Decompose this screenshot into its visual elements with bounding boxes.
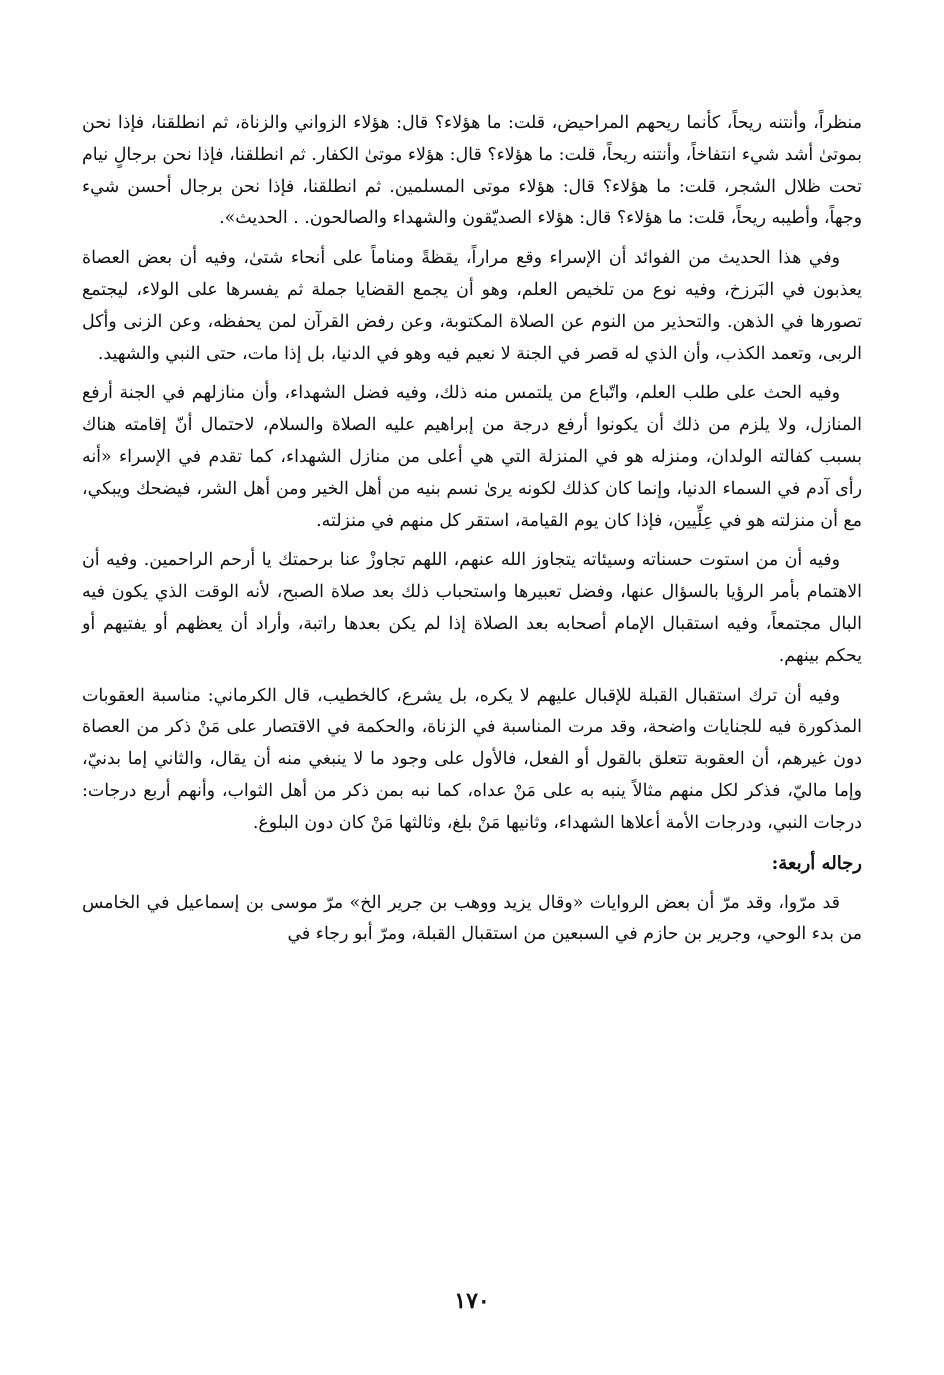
paragraph-hadith-end: منظراً، وأنتنه ريحاً، كأنما ريحهم المراحيض، قلت: ما هؤلاء؟ قال: هؤلاء الزواني والزناة، ثم انطلقنا، فإذا نحن بموتىٰ أشد شيء انتفاخاً، وأنتنه ريحاً، قلت: ما هؤلاء؟ قال: هؤلاء موتىٰ الكفار. ثم انطلقنا، فإذا نحن برجالٍ نيام تحت ظلال الشجر، قلت: ما هؤلاء؟ قال: هؤلاء موتى المسلمين. ثم انطلقنا، فإذا نحن برجال أحسن شيء وجهاً، وأطيبه ريحاً، قلت: ما هؤلاء؟ قال: هؤلاء الصديّقون والشهداء والصالحون. . الحديث». xyxy=(82,113,862,229)
page-number: ١٧٠ xyxy=(454,1288,490,1314)
page-body xyxy=(82,108,862,959)
paragraph-dreams: وفيه أن من استوت حسناته وسيئاته يتجاوز الله عنهم، اللهم تجاوزْ عنا برحمتك يا أرحم الراحمين. وفيه أن الاهتمام بأمر الرؤيا بالسؤال عنها، وفضل تعبيرها واستحباب ذلك بعد صلاة الصبح، لأنه الوقت الذي يكون فيه البال مجتمعاً، وفيه استقبال الإمام أصحابه بعد الصلاة إذا لم يكن بعدها راتبة، وأراد أن يعظهم أو يفتيهم أو يحكم بينهم. xyxy=(82,550,862,666)
paragraph-qibla: وفيه أن ترك استقبال القبلة للإقبال عليهم لا يكره، بل يشرع، كالخطيب، قال الكرماني: مناسبة العقوبات المذكورة فيه للجنايات واضحة، وقد مرت المناسبة في الزناة، والحكمة في الاقتصار على مَنْ ذكر من العصاة دون غيرهم، أن العقوبة تتعلق بالقول أو الفعل، فالأول على وجود ما لا ينبغي منه أن يقال، والثاني إما بدنيّ، وإما ماليّ، فذكر لكل منهم مثالاً ينبه به على مَنْ عداه، كما نبه بمن ذكر من أهل الثواب، وأنهم أربع درجات: درجات النبي، ودرجات الأمة أعلاها الشهداء، وثانيها مَنْ بلغ، وثالثها مَنْ كان دون البلوغ. xyxy=(82,685,862,833)
paragraph-benefits: وفي هذا الحديث من الفوائد أن الإسراء وقع مراراً، يقظةً ومناماً على أنحاء شتىٰ، وفيه أن بعض العصاة يعذبون في البَرزخ، وفيه نوع من تلخيص العلم، وهو أن يجمع القضايا جملة ثم يفسرها على الولاء، ليجتمع تصورها في الذهن. والتحذير من النوم عن الصلاة المكتوبة، وعن رفض القرآن لمن يحفظه، وعن الزنى وأكل الربى، وتعمد الكذب، وأن الذي له قصر في الجنة لا نعيم فيه وهو في الدنيا، بل إذا مات، حتى النبي والشهيد. xyxy=(82,248,862,364)
paragraph-narrators: قد مرّوا، وقد مرّ أن بعض الروايات «وقال يزيد ووهب بن جرير الخ» مرّ موسى بن إسماعيل في الخامس من بدء الوحي، وجرير بن حازم في السبعين من استقبال القبلة، ومرّ أبو رجاء في xyxy=(82,892,862,945)
paragraph-martyrs: وفيه الحث على طلب العلم، واتّباع من يلتمس منه ذلك، وفيه فضل الشهداء، وأن منازلهم في الجنة أرفع المنازل، ولا يلزم من ذلك أن يكونوا أرفع درجة من إبراهيم عليه الصلاة والسلام، لاحتمال أنّ إقامته هناك بسبب كفالته الولدان، ومنزله هو في المنزلة التي هي أعلى من منازل الشهداء، كما تقدم في الإسراء «أنه رأى آدم في السماء الدنيا، وإنما كان كذلك لكونه يرىٰ نسم بنيه من أهل الخير ومن أهل الشر، فيضحك ويبكي، مع أن منزلته هو في عِلِّيين، فإذا كان يوم القيامة، استقر كل منهم في منزلته. xyxy=(82,383,862,531)
section-heading-narrators: رجاله أربعة: xyxy=(771,852,862,874)
